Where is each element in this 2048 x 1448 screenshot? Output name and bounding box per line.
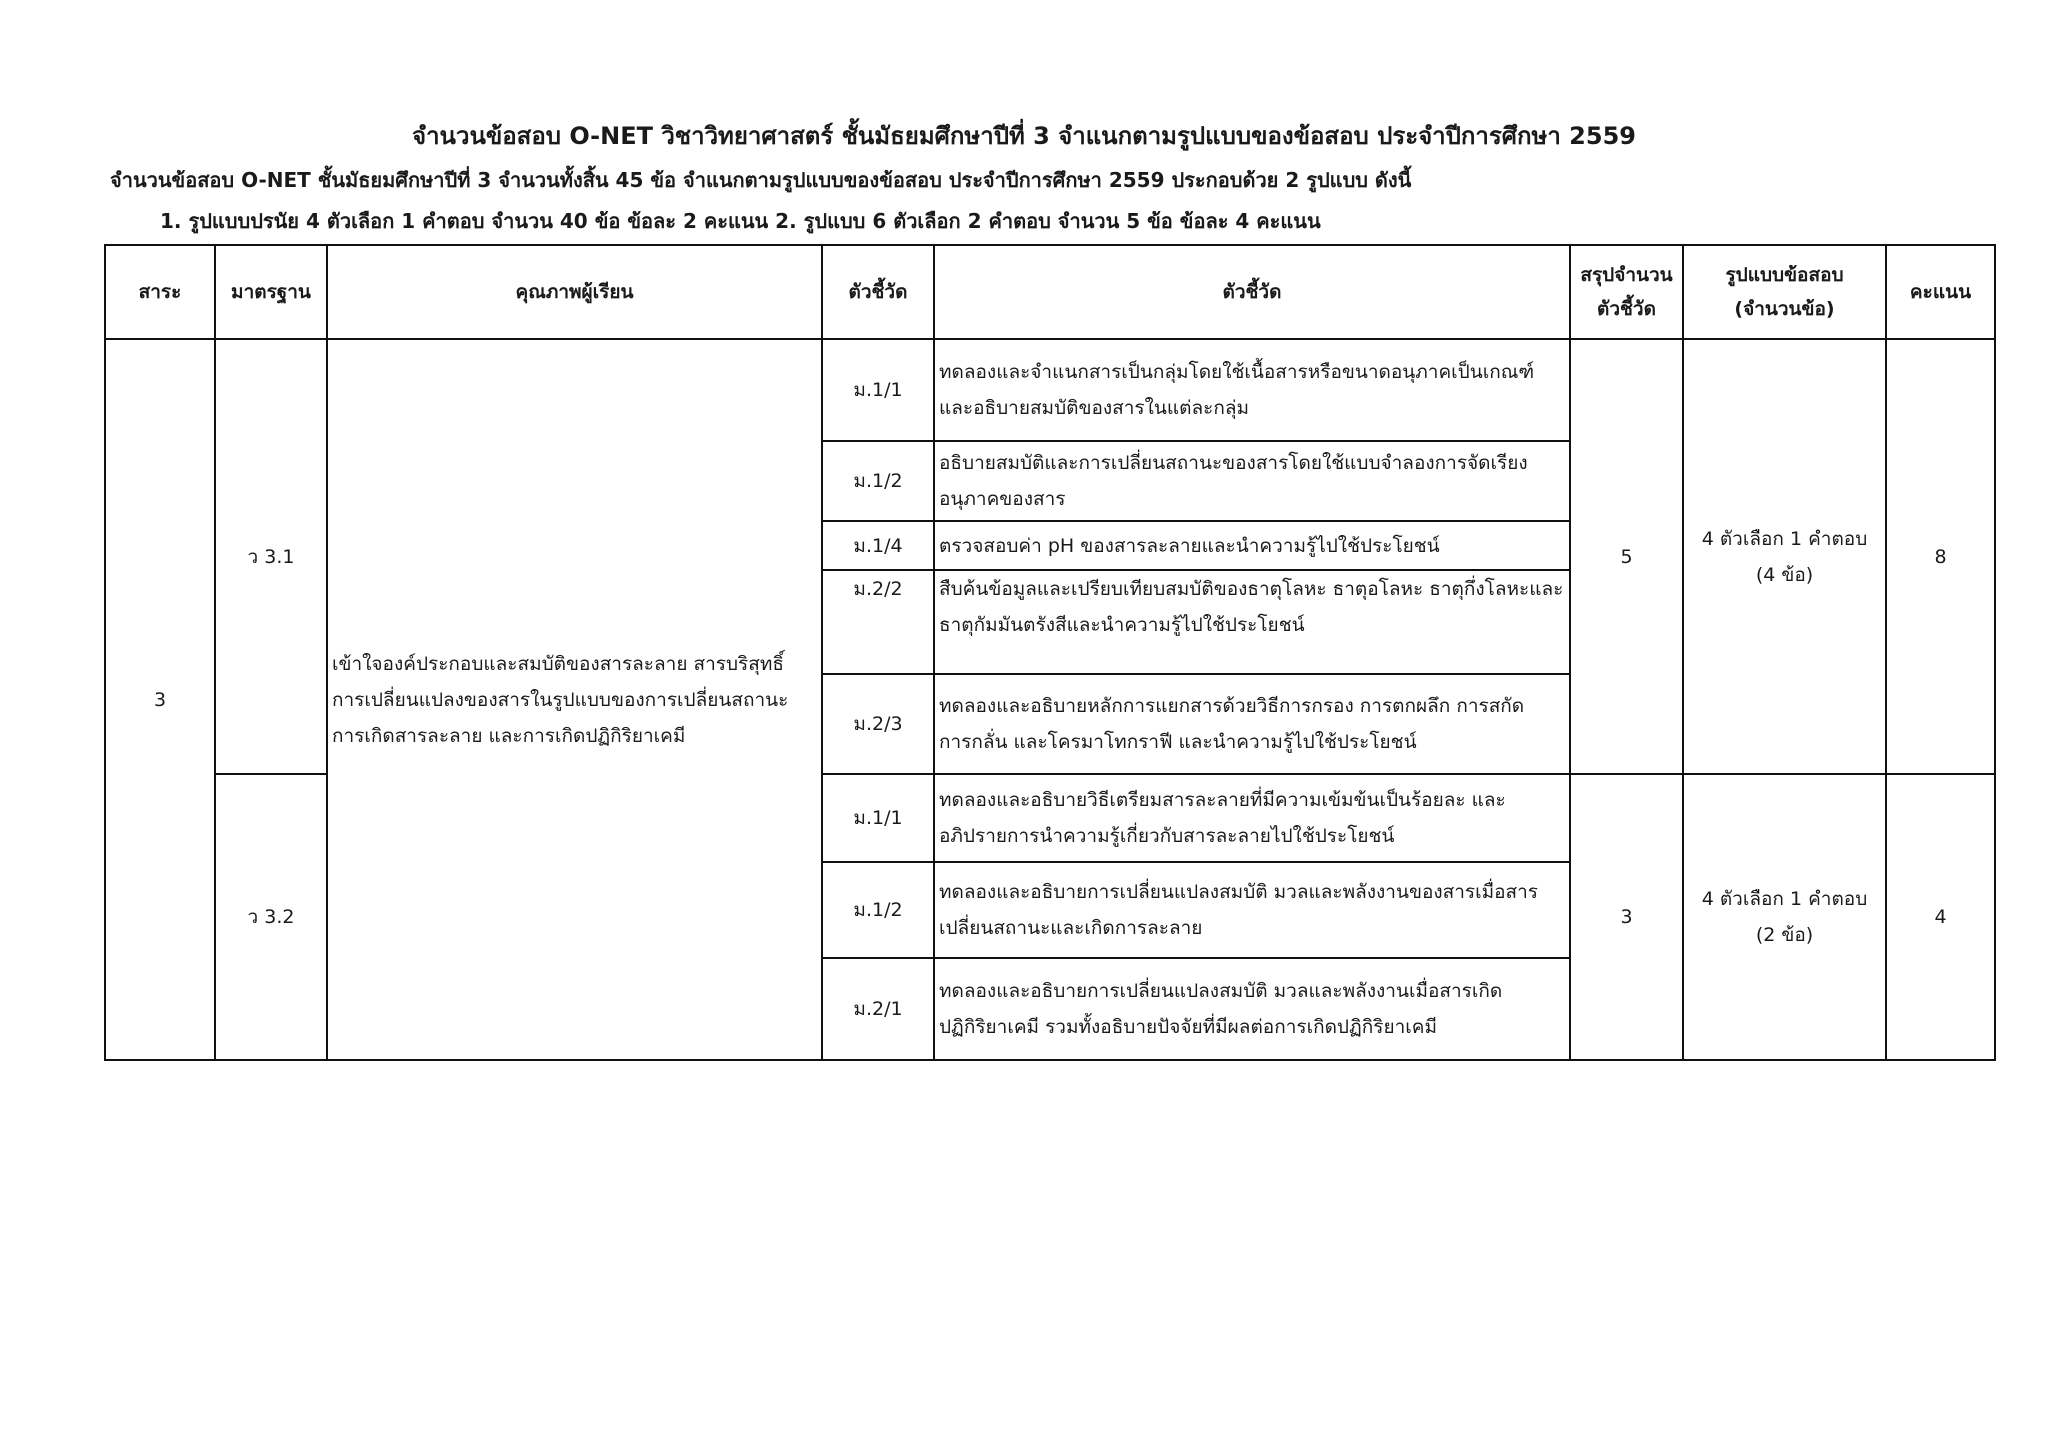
indicator-code: ม.2/2 [822, 570, 934, 674]
indicator-code: ม.2/1 [822, 958, 934, 1060]
indicator-code: ม.1/2 [822, 441, 934, 521]
header-quality: คุณภาพผู้เรียน [327, 245, 822, 339]
score-cell: 4 [1886, 774, 1995, 1060]
score-cell: 8 [1886, 339, 1995, 774]
indicator-text: อธิบายสมบัติและการเปลี่ยนสถานะของสารโดยใช้แบบจำลองการจัดเรียงอนุภาคของสาร [934, 441, 1570, 521]
indicator-code: ม.2/3 [822, 674, 934, 774]
exam-format-line2: (4 ข้อ) [1755, 563, 1814, 586]
header-format-line1: รูปแบบข้อสอบ [1725, 264, 1844, 286]
header-standard: มาตรฐาน [215, 245, 327, 339]
exam-format-line1: 4 ตัวเลือก 1 คำตอบ [1701, 527, 1868, 550]
exam-format-cell [1683, 339, 1886, 774]
indicator-code: ม.1/1 [822, 774, 934, 862]
exam-format-description: 1. รูปแบบปรนัย 4 ตัวเลือก 1 คำตอบ จำนวน 40 ข้อ ข้อละ 2 คะแนน 2. รูปแบบ 6 ตัวเลือก 2 คำตอบ จำนวน 5 ข้อ ข้อละ 4 คะแนน [160, 209, 1321, 233]
header-indicator-code: ตัวชี้วัด [822, 245, 934, 339]
indicator-table [104, 244, 1996, 1061]
header-exam-format [1683, 245, 1886, 339]
header-summary [1570, 245, 1683, 339]
strand-cell: 3 [105, 339, 215, 1060]
indicator-code: ม.1/1 [822, 339, 934, 441]
document-subtitle: จำนวนข้อสอบ O-NET ชั้นมัธยมศึกษาปีที่ 3 จำนวนทั้งสิ้น 45 ข้อ จำแนกตามรูปแบบของข้อสอบ ประจำปีการศึกษา 2559 ประกอบด้วย 2 รูปแบบ ดังนี้ [110, 168, 1412, 192]
exam-format-line1: 4 ตัวเลือก 1 คำตอบ [1701, 888, 1868, 910]
indicator-text: ทดลองและอธิบายการเปลี่ยนแปลงสมบัติ มวลและพลังงานของสารเมื่อสารเปลี่ยนสถานะและเกิดการละลาย [934, 862, 1570, 958]
header-summary-line2: ตัวชี้วัด [1597, 298, 1656, 320]
learner-quality-cell: เข้าใจองค์ประกอบและสมบัติของสารละลาย สารบริสุทธิ์ การเปลี่ยนแปลงของสารในรูปแบบของการเปลี่ยนสถานะ การเกิดสารละลาย และการเกิดปฏิกิริยาเคมี [327, 339, 822, 1060]
table-row [105, 339, 1995, 441]
header-strand: สาระ [105, 245, 215, 339]
indicator-code: ม.1/4 [822, 521, 934, 570]
document-title: จำนวนข้อสอบ O-NET วิชาวิทยาศาสตร์ ชั้นมัธยมศึกษาปีที่ 3 จำแนกตามรูปแบบของข้อสอบ ประจำปีการศึกษา 2559 [412, 122, 1636, 150]
indicator-code: ม.1/2 [822, 862, 934, 958]
table-header-row [105, 245, 1995, 339]
indicator-text: สืบค้นข้อมูลและเปรียบเทียบสมบัติของธาตุโลหะ ธาตุอโลหะ ธาตุกึ่งโลหะและธาตุกัมมันตรังสีและนำความรู้ไปใช้ประโยชน์ [934, 570, 1570, 674]
exam-format-cell [1683, 774, 1886, 1060]
header-format-line2: (จำนวนข้อ) [1734, 298, 1835, 320]
exam-format-line2: (2 ข้อ) [1755, 924, 1814, 946]
indicator-text: ทดลองและจำแนกสารเป็นกลุ่มโดยใช้เนื้อสารหรือขนาดอนุภาคเป็นเกณฑ์ และอธิบายสมบัติของสารในแต่ละกลุ่ม [934, 339, 1570, 441]
indicator-text: ตรวจสอบค่า pH ของสารละลายและนำความรู้ไปใช้ประโยชน์ [934, 521, 1570, 570]
standard-cell: ว 3.2 [215, 774, 327, 1060]
standard-cell: ว 3.1 [215, 339, 327, 774]
header-summary-line1: สรุปจำนวน [1580, 264, 1673, 286]
header-indicator: ตัวชี้วัด [934, 245, 1570, 339]
indicator-summary-cell: 3 [1570, 774, 1683, 1060]
indicator-text: ทดลองและอธิบายการเปลี่ยนแปลงสมบัติ มวลและพลังงานเมื่อสารเกิดปฏิกิริยาเคมี รวมทั้งอธิบายปัจจัยที่มีผลต่อการเกิดปฏิกิริยาเคมี [934, 958, 1570, 1060]
indicator-text: ทดลองและอธิบายวิธีเตรียมสารละลายที่มีความเข้มข้นเป็นร้อยละ และอภิปรายการนำความรู้เกี่ยวกับสารละลายไปใช้ประโยชน์ [934, 774, 1570, 862]
indicator-summary-cell: 5 [1570, 339, 1683, 774]
indicator-text: ทดลองและอธิบายหลักการแยกสารด้วยวิธีการกรอง การตกผลึก การสกัด การกลั่น และโครมาโทกราฟี และนำความรู้ไปใช้ประโยชน์ [934, 674, 1570, 774]
header-score: คะแนน [1886, 245, 1995, 339]
